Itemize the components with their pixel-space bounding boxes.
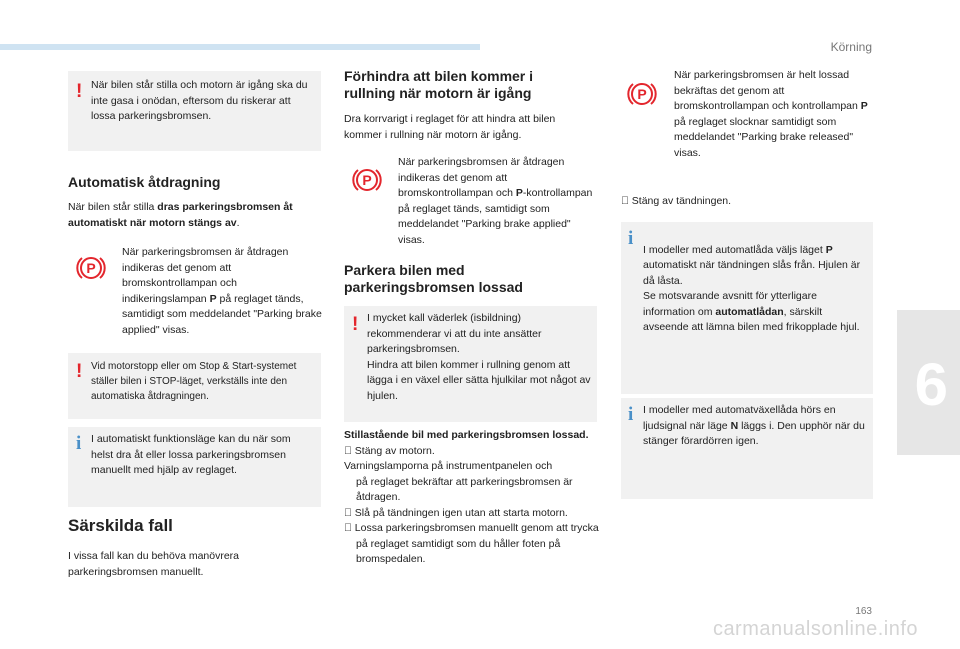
warning-icon: ! xyxy=(76,81,83,102)
info-box-manual xyxy=(68,427,321,507)
svg-text:P: P xyxy=(362,172,372,188)
info-icon: i xyxy=(628,228,634,249)
warning-text: När bilen står stilla och motorn är igång ska du inte gasa i onödan, eftersom du riskerar att lossa parkeringsbromsen. xyxy=(91,79,308,122)
svg-text:P: P xyxy=(637,86,647,102)
warning-box-idle xyxy=(68,71,321,151)
info-icon: i xyxy=(76,433,82,454)
info-box-automatic-gearbox xyxy=(621,222,873,394)
warning-text: I mycket kall väderlek (isbildning) rekommenderar vi att du inte ansätter parkeringsbromsen. Hindra att bilen kommer i rullning genom att lägga i en växel eller sätta hjulkilar mot något av hjulen. xyxy=(367,312,591,402)
info-text: I modeller med automatlåda väljs läget P automatiskt när tändningen slås från. Hjulen är då låsta. Se motsvarande avsnitt för ytterligare information om automatlådan, särskilt avseende att lämna bilen med frikopplade hjul. xyxy=(643,243,861,333)
prevent-rolling-text: Dra korrvarigt i reglaget för att hindra att bilen kommer i rullning när motorn är igång. xyxy=(344,113,556,141)
svg-text:P: P xyxy=(86,260,96,276)
brake-released-text: När parkeringsbromsen är helt lossad bekräftas det genom att bromskontrollampan och kontrollampan P på reglaget slocknar samtidigt som meddelandet "Parking brake released" visas. xyxy=(674,69,868,159)
section-title: Körning xyxy=(830,40,872,54)
switch-off-ignition-step: Stäng av tändningen. xyxy=(621,195,721,207)
parking-brake-icon xyxy=(351,164,383,196)
special-cases-text: I vissa fall kan du behöva manövrera parkeringsbromsen manuellt. xyxy=(68,550,240,578)
warning-icon: ! xyxy=(76,361,83,382)
stationary-procedure: Stillastående bil med parkeringsbromsen lossad. Stäng av motorn. Varningslamporna på instrumentpanelen och på reglaget bekräftar att parkeringsbromsen är åtdragen. Slå på tändningen igen utan att starta motorn. Lossa parkeringsbromsen manuellt genom att trycka på reglaget samtidigt som du håller foten på bromspedalen. xyxy=(344,429,589,565)
header-bar xyxy=(0,44,480,50)
warning-text: Vid motorstopp eller om Stop & Start-systemet ställer bilen i STOP-läget, verkställs inte den automatiska åtdragningen. xyxy=(91,361,297,402)
parking-brake-icon xyxy=(626,78,658,110)
info-text: I automatiskt funktionsläge kan du när som helst dra åt eller lossa parkeringsbromsen manuellt med hjälp av reglaget. xyxy=(91,433,291,476)
warning-box-stop-start xyxy=(68,353,321,419)
info-box-gearbox-signal xyxy=(621,398,873,499)
automatic-intro: När bilen står stilla dras parkeringsbromsen åt automatiskt när motorn stängs av. xyxy=(68,201,293,229)
heading-automatic-apply: Automatisk åtdragning xyxy=(68,174,221,190)
heading-park-released: Parkera bilen med parkeringsbromsen lossad xyxy=(344,262,523,295)
parking-brake-icon xyxy=(75,252,107,284)
heading-special-cases: Särskilda fall xyxy=(68,516,173,535)
info-text: I modeller med automatväxellåda hörs en ljudsignal när läge N läggs i. Den upphör när du stänger förardörren igen. xyxy=(643,404,865,447)
page-number: 163 xyxy=(855,606,872,617)
heading-prevent-rolling: Förhindra att bilen kommer i rullning när motorn är igång xyxy=(344,68,534,101)
brake-applied-text: När parkeringsbromsen är åtdragen indikeras det genom att bromskontrollampan och indikeringslampan P på reglaget tänds, samtidigt som meddelandet "Parking brake applied" visas. xyxy=(122,246,322,336)
watermark: carmanualsonline.info xyxy=(712,618,918,640)
brake-applied-text: När parkeringsbromsen är åtdragen indikeras det genom att bromskontrollampan och P-kontrollampan på reglaget tänds, samtidigt som meddelandet "Parking brake applied" visas. xyxy=(398,156,593,246)
chapter-number: 6 xyxy=(914,351,948,418)
warning-box-cold xyxy=(344,306,597,422)
info-icon: i xyxy=(628,404,634,425)
warning-icon: ! xyxy=(352,314,359,335)
